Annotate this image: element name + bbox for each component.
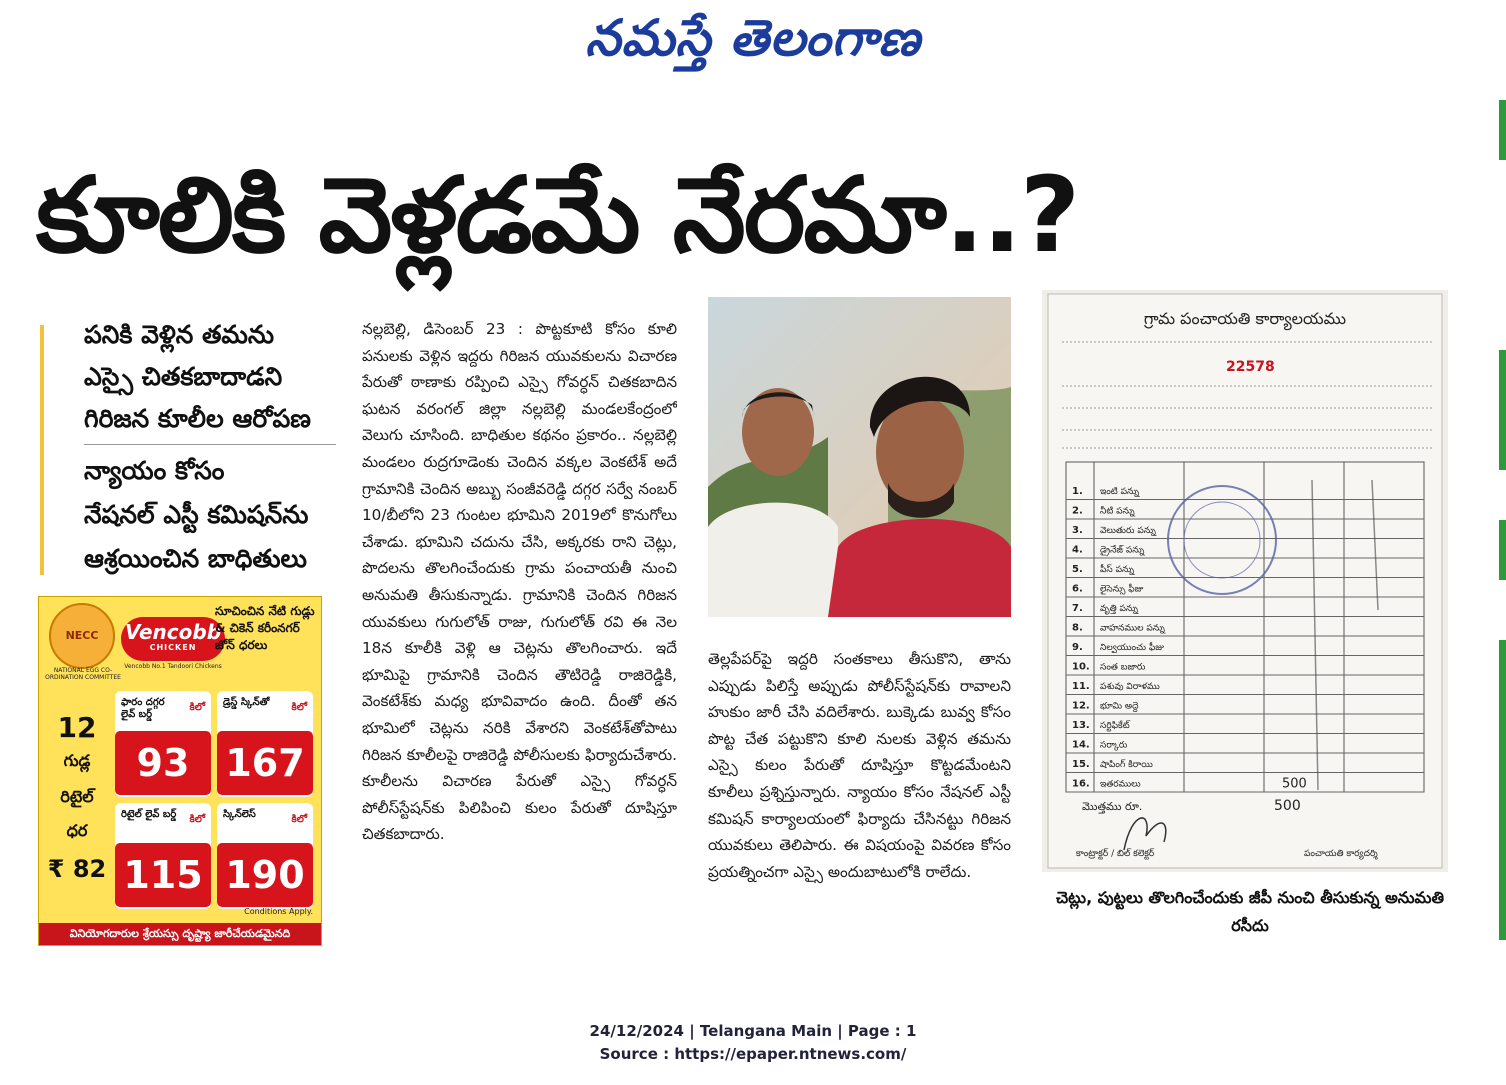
receipt-row-number: 2. — [1072, 505, 1083, 517]
vencobb-logo: Vencobb — [121, 617, 225, 661]
receipt-row-number: 4. — [1072, 544, 1083, 556]
necc-logo: NECC — [49, 603, 115, 669]
highlight-line: ఆశ్రయించిన బాధితులు — [84, 544, 307, 573]
egg-chicken-price-ad — [38, 596, 322, 946]
receipt-row-number: 12. — [1072, 700, 1090, 712]
highlight-line: గిరిజన కూలీల ఆరోపణ — [84, 404, 311, 433]
price-cell-label: రిటైల్ లైవ్ బర్డ్ — [121, 809, 177, 820]
edge-mark — [1499, 100, 1506, 160]
receipt-illustration — [1042, 290, 1448, 872]
page-footer-date: 24/12/2024 | Telangana Main | Page : 1 — [589, 1022, 917, 1040]
receipt-row-number: 7. — [1072, 603, 1083, 614]
receipt-total: 500 — [1274, 798, 1301, 814]
receipt-row-item: భూమి అద్దె — [1100, 701, 1139, 712]
receipt-row-number: 14. — [1072, 739, 1090, 751]
price-value: 190 — [217, 843, 313, 907]
price-cell-unit: కిలో — [189, 814, 205, 825]
egg-price: ₹ 82 — [47, 855, 107, 883]
article-column-1 — [362, 316, 677, 950]
ad-footer: వినియోగదారుల శ్రేయస్సు దృష్ట్యా జారీచేయడమైనది — [39, 923, 321, 945]
egg-count: 12 — [57, 711, 97, 744]
receipt-row-item: వెలుతురు పన్ను — [1100, 526, 1156, 536]
receipt-caption: చెట్లు, పుట్టలు తొలగించేందుకు జీపీ నుంచి తీసుకున్న అనుమతి రసీదు — [1056, 888, 1444, 935]
edge-mark — [1499, 520, 1506, 580]
receipt-sign-left: కాంట్రాక్టర్ / బిల్ కలెక్టర్ — [1076, 849, 1155, 859]
receipt-row-item: డ్రైనేజ్ పన్ను — [1100, 545, 1145, 556]
vencobb-tagline: Vencobb No.1 Tandoori Chickens — [124, 663, 222, 670]
conditions-note: Conditions Apply. — [244, 907, 313, 916]
receipt-row-number: 10. — [1072, 661, 1090, 673]
receipt-row-item: సర్కారు — [1100, 740, 1128, 751]
price-value: 167 — [217, 731, 313, 795]
receipt-row-number: 5. — [1072, 564, 1083, 575]
egg-label: గుడ్ల — [63, 751, 91, 770]
price-cell-unit: కిలో — [189, 702, 205, 713]
price-cell-label: ఫారం దగ్గర లైవ్ బర్డ్ — [121, 697, 165, 720]
price-cell-unit: కిలో — [291, 814, 307, 825]
receipt-row-number: 8. — [1072, 622, 1083, 634]
newspaper-masthead: నమస్తే తెలంగాణ — [585, 8, 921, 67]
necc-subtitle: NATIONAL EGG CO-ORDINATION COMMITTEE — [45, 667, 121, 681]
highlight-line: నేషనల్ ఎస్టీ కమిషన్‌ను — [84, 500, 309, 529]
highlight-line: పనికి వెళ్లిన తమను — [84, 320, 275, 349]
receipt-row-item: షాపింగ్ కిరాయి — [1100, 760, 1153, 770]
highlight-line: ఎస్సై చితకబాదాడని — [84, 362, 283, 391]
highlight-bar — [40, 325, 44, 575]
price-cell — [217, 691, 313, 797]
victims-photo — [708, 297, 1011, 617]
receipt-title: గ్రామ పంచాయతి కార్యాలయము — [1143, 309, 1347, 328]
receipt-row-number: 9. — [1072, 642, 1083, 653]
receipt-row-number: 6. — [1072, 583, 1083, 595]
receipt-row-item: పశువు విరాళము — [1100, 682, 1160, 692]
receipt-row-value: 500 — [1282, 776, 1307, 792]
edge-mark — [1499, 640, 1506, 940]
panchayat-permission-receipt — [1042, 290, 1448, 872]
receipt-row-item: లైసెన్సు ఫీజు — [1100, 584, 1144, 595]
page-footer-source: Source : https://epaper.ntnews.com/ — [599, 1045, 907, 1063]
receipt-row-item: సర్టిఫికేట్ — [1100, 721, 1130, 731]
price-cell — [115, 691, 211, 797]
victims-photo-illustration — [708, 297, 1011, 617]
receipt-row-item: నీటి పన్ను — [1100, 506, 1135, 517]
receipt-row-number: 1. — [1072, 486, 1083, 497]
edge-mark — [1499, 350, 1506, 470]
receipt-sign-right: పంచాయతి కార్యదర్శి — [1304, 849, 1378, 859]
receipt-row-item: నిల్వయుంచు ఫీజు — [1100, 643, 1164, 653]
article-text: నల్లబెల్లి, డిసెంబర్ 23 : పొట్టకూటి కోసం కూలి పనులకు వెళ్లిన ఇద్దరు గిరిజన యువకులను విచారణ పేరుతో ఠాణాకు రప్పించి ఎస్సై గోవర్ధన్ చితకబాదిన ఘటన వరంగల్ జిల్లా నల్లబెల్లి మండలకేంద్రంలో వెలుగు చూసింది. బాధితుల కథనం ప్రకారం.. నల్లబెల్లి మండలం రుద్రగూడెంకు చెందిన వక్కల వెంకటేశ్ అదే గ్రామానికి చెందిన అబ్బు సంజీవరెడ్డి దగ్గర సర్వే నంబర్ 10/బీలోని 23 గుంటల భూమిని 2019లో కొనుగోలు చేశాడు. భూమిని చదును చేసి, అక్కరకు రాని చెట్లు, పొదలను తొలగించేందుకు గ్రామ పంచాయతీ నుంచి అనుమతి తీసుకున్నాడు. గ్రామానికి చెందిన గిరిజన యువకులు గుగులోత్ రాజు, గుగులోత్ రవి ఈ నెల 18న కూలీకి వెళ్లి ఆ చెట్లను తొలగించారు. ఇదే భూమిపై గ్రామానికి చెందిన తౌటిరెడ్డి రాజిరెడ్డికి, వెంకటేశ్‌కు మధ్య భూవివాదం ఉంది. దీంతో తన భూమిలో చెట్లను నరికి వేశారని వెంకటేశ్‌తోపాటు గిరిజన కూలీలపై రాజిరెడ్డి పోలీసులకు ఫిర్యాదుచేశారు. కూలీలను విచారణ పేరుతో ఎస్సై గోవర్ధన్ పోలీస్‌స్టేషన్‌కు పిలిపించి కులం పేరుతో దూషిస్తూ చితకబాదారు. — [362, 320, 677, 844]
receipt-row-item: ఇతరములు — [1100, 779, 1141, 790]
receipt-row-item: వాహనముల పన్ను — [1100, 623, 1165, 634]
receipt-row-number: 13. — [1072, 720, 1090, 731]
price-cell-label: డ్రెస్డ్ స్కిన్‌తో — [223, 697, 270, 708]
price-cell — [217, 803, 313, 909]
price-cell-label: స్కిన్‌లెస్ — [223, 809, 256, 820]
receipt-row-number: 3. — [1072, 525, 1083, 536]
receipt-number: 22578 — [1226, 359, 1275, 375]
article-column-2 — [708, 646, 1011, 952]
highlight-line: న్యాయం కోసం — [84, 456, 225, 485]
receipt-row-item: పీస్ పన్ను — [1100, 565, 1135, 575]
receipt-row-item: వృత్తి పన్ను — [1100, 604, 1139, 614]
price-cell-unit: కిలో — [291, 702, 307, 713]
price-value: 115 — [115, 843, 211, 907]
price-cell — [115, 803, 211, 909]
receipt-row-number: 11. — [1072, 681, 1090, 692]
retail-label: రిటైల్ — [60, 787, 94, 806]
article-headline: కూలికి వెళ్లడమే నేరమా..? — [36, 154, 1079, 276]
egg-price-box — [45, 689, 109, 899]
price-value: 93 — [115, 731, 211, 795]
highlight-divider — [84, 444, 336, 445]
vencobb-subtitle: CHICKEN — [149, 643, 197, 652]
receipt-row-number: 15. — [1072, 759, 1090, 770]
rate-label: ధర — [66, 821, 88, 840]
receipt-row-item: ఇంటి పన్ను — [1100, 487, 1140, 497]
receipt-row-item: సంత బజారు — [1100, 662, 1146, 673]
article-text: తెల్లపేపర్‌పై ఇద్దరి సంతకాలు తీసుకొని, తాను ఎప్పుడు పిలిస్తే అప్పుడు పోలీస్‌స్టేషన్‌కు రావాలని హుకుం జారీ చేసి వదిలేశారు. బుక్కెడు బువ్వ కోసం పొట్ట చేత పట్టుకొని కూలి నులకు వెళ్లిన తమను ఎస్సై కులం పేరుతో దూషిస్తూ కొట్టడమేంటని కూలీలు ప్రశ్నిస్తున్నారు. న్యాయం కోసం నేషనల్ ఎస్టీ కమిషన్ కార్యాలయంలో ఫిర్యాదు చేసినట్టు గిరిజన యువకులు తెలిపారు. ఈ విషయంపై వివరణ కోసం ప్రయత్నించగా ఎస్సై అందుబాటులోకి రాలేదు. — [708, 650, 1011, 881]
ad-heading: సూచించిన నేటి గుడ్లు & చికెన్ కరీంనగర్ జోన్ ధరలు — [215, 604, 315, 652]
receipt-row-number: 16. — [1072, 778, 1090, 790]
receipt-total-label: మొత్తము రూ. — [1082, 800, 1143, 813]
